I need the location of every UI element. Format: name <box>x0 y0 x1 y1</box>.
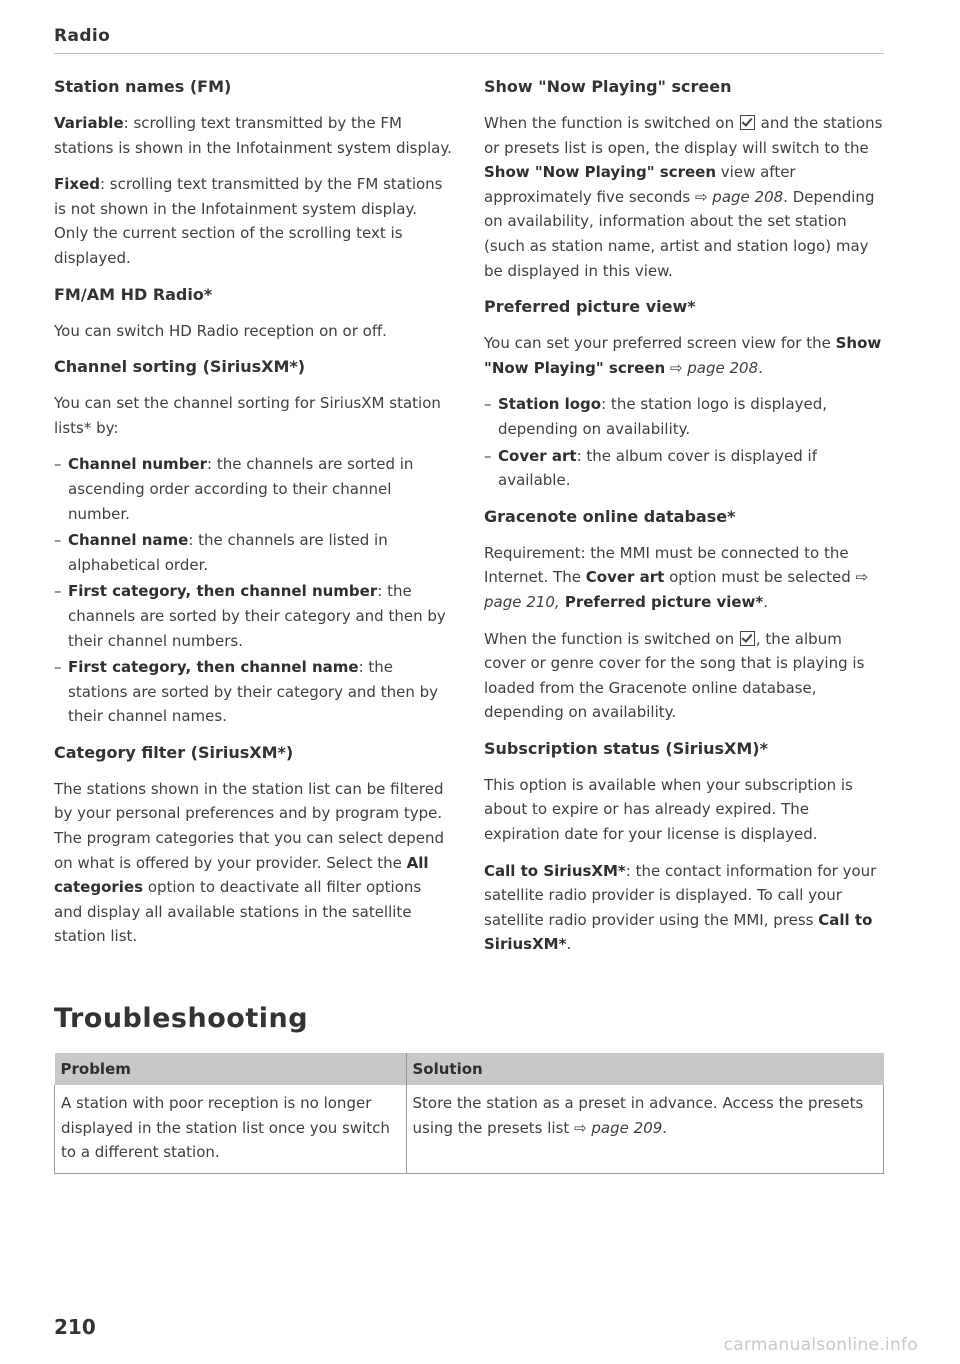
checkbox-checked-icon <box>740 631 755 646</box>
call-siriusxm-term: Call to SiriusXM* <box>484 861 626 880</box>
table-row <box>55 1085 884 1173</box>
now-playing-text-3: view after approximately five seconds <box>484 163 796 206</box>
preferred-picture-term: Show "Now Playing" screen <box>484 334 882 377</box>
dash-bullet: – <box>54 582 62 601</box>
call-siriusxm-text <box>484 859 884 957</box>
now-playing-section <box>484 75 884 283</box>
list-item-term: Station logo <box>498 395 602 414</box>
hd-radio-section <box>54 283 454 344</box>
call-siriusxm-term-2: Call to SiriusXM* <box>484 910 873 954</box>
category-filter-text-after: option to deactivate all filter options and display all available stations in the satellite station list. <box>54 878 422 946</box>
dash-bullet: – <box>54 455 62 474</box>
fixed-term: Fixed <box>54 175 100 194</box>
list-item-text: : the channels are listed in alphabetical order. <box>68 531 388 574</box>
gracenote-text-5: , the album cover or genre cover for the song that is playing is loaded from the Gracenote online database, depending on availability. <box>484 629 865 722</box>
preferred-picture-heading: Preferred picture view* <box>484 297 696 317</box>
list-item-term: Channel number <box>68 455 207 474</box>
solution-end: . <box>662 1118 668 1137</box>
list-item-term: Channel name <box>68 531 189 550</box>
page-reference-link[interactable]: ⇨ page 208 <box>665 358 759 377</box>
fixed-paragraph <box>54 172 454 270</box>
troubleshooting-table <box>54 1053 884 1174</box>
solution-text: Store the station as a preset in advance. Access the presets using the presets list <box>412 1094 864 1137</box>
gracenote-requirement <box>484 541 884 615</box>
gracenote-text-4: When the function is switched on <box>484 629 735 648</box>
page-reference-link[interactable]: ⇨ page 208 <box>694 187 784 206</box>
gracenote-section <box>484 505 884 725</box>
now-playing-heading: Show "Now Playing" screen <box>484 77 732 96</box>
now-playing-text <box>484 111 884 283</box>
preferred-picture-list <box>484 392 884 492</box>
dash-bullet: – <box>484 395 492 414</box>
now-playing-term: Show "Now Playing" screen <box>484 163 717 182</box>
preferred-picture-text <box>484 331 884 380</box>
list-item-term: First category, then channel name <box>68 658 359 677</box>
section-header-title: Radio <box>54 26 111 46</box>
dash-bullet: – <box>54 658 62 677</box>
solution-cell <box>406 1085 884 1173</box>
column-header-problem: Problem <box>55 1053 407 1085</box>
all-categories-term: All categories <box>54 853 429 897</box>
variable-text: : scrolling text transmitted by the FM stations is shown in the Infotainment system display. <box>54 114 452 157</box>
list-item <box>54 528 454 577</box>
preferred-picture-text-1: You can set your preferred screen view for the <box>484 334 836 353</box>
call-siriusxm-text-3: . <box>566 935 572 954</box>
site-watermark: carmanualsonline.info <box>723 1335 918 1355</box>
fixed-text: : scrolling text transmitted by the FM stations is not shown in the Infotainment system display. Only the current section of the scrolling text is displayed. <box>54 175 443 267</box>
gracenote-text-2: option must be selected <box>664 568 856 587</box>
station-names-section <box>54 75 454 271</box>
troubleshooting-title: Troubleshooting <box>54 1003 309 1034</box>
problem-cell: A station with poor reception is no longer displayed in the station list once you switch to a different station. <box>55 1085 407 1173</box>
page-reference-link[interactable]: ⇨ page 209 <box>574 1118 663 1137</box>
subscription-section <box>484 737 884 957</box>
list-item-text: : the channels are sorted by their category and then by their channel numbers. <box>68 582 446 650</box>
table-header-row <box>55 1053 884 1085</box>
list-item-term: Cover art <box>498 446 577 465</box>
gracenote-text-3: . <box>763 592 769 611</box>
now-playing-text-1: When the function is switched on <box>484 114 735 132</box>
page-number: 210 <box>54 1315 96 1339</box>
category-filter-text-before: The stations shown in the station list can be filtered by your personal preferences and by program type. The program categories that you can select depend on what is offered by your provider. Select the <box>54 779 444 872</box>
category-filter-section <box>54 741 454 949</box>
list-item <box>54 452 454 526</box>
variable-term: Variable <box>54 114 124 132</box>
list-item <box>54 655 454 729</box>
channel-sorting-intro: You can set the channel sorting for SiriusXM station lists* by: <box>54 394 441 437</box>
list-item-text: : the album cover is displayed if available. <box>498 446 817 490</box>
channel-sorting-section <box>54 355 454 729</box>
list-item <box>54 579 454 653</box>
cover-art-term: Cover art <box>585 568 665 587</box>
page-reference-link[interactable]: ⇨ page 210, <box>484 568 869 611</box>
variable-paragraph <box>54 111 454 160</box>
now-playing-text-2: and the stations or presets list is open, the display will switch to the <box>484 114 883 157</box>
call-siriusxm-text-2: : the contact information for your satellite radio provider is displayed. To call your satellite radio provider using the MMI, press <box>484 861 877 929</box>
category-filter-heading: Category filter (SiriusXM*) <box>54 742 294 762</box>
gracenote-heading: Gracenote online database* <box>484 506 736 526</box>
column-header-solution: Solution <box>406 1053 884 1085</box>
gracenote-function-text <box>484 627 884 725</box>
gracenote-text-1: Requirement: the MMI must be connected to the Internet. The <box>484 543 849 587</box>
hd-radio-text: You can switch HD Radio reception on or off. <box>54 321 387 340</box>
list-item <box>484 392 884 441</box>
left-column <box>54 75 454 961</box>
list-item-term: First category, then channel number <box>68 582 378 601</box>
list-item <box>484 444 884 493</box>
dash-bullet: – <box>54 531 62 550</box>
channel-sorting-heading: Channel sorting (SiriusXM*) <box>54 357 306 377</box>
preferred-picture-text-2: . <box>758 358 763 377</box>
preferred-picture-section <box>484 295 884 493</box>
station-names-heading: Station names (FM) <box>54 77 232 96</box>
subscription-heading: Subscription status (SiriusXM)* <box>484 738 768 758</box>
header-divider <box>54 53 884 54</box>
list-item-text: : the stations are sorted by their category and then by their channel names. <box>68 658 439 726</box>
right-column <box>484 75 884 969</box>
channel-sorting-list <box>54 452 454 729</box>
hd-radio-heading: FM/AM HD Radio* <box>54 284 213 304</box>
list-item-text: : the station logo is displayed, depending on availability. <box>498 395 828 438</box>
preferred-picture-view-term: Preferred picture view* <box>559 592 764 611</box>
subscription-text: This option is available when your subscription is about to expire or has already expired. The expiration date for your license is displayed. <box>484 775 853 844</box>
dash-bullet: – <box>484 446 492 465</box>
checkbox-checked-icon <box>740 115 755 130</box>
now-playing-text-4: . Depending on availability, information about the set station (such as station name, artist and station logo) may be displayed in this view. <box>484 187 875 280</box>
list-item-text: : the channels are sorted in ascending order according to their channel number. <box>68 455 414 523</box>
category-filter-text <box>54 777 454 949</box>
